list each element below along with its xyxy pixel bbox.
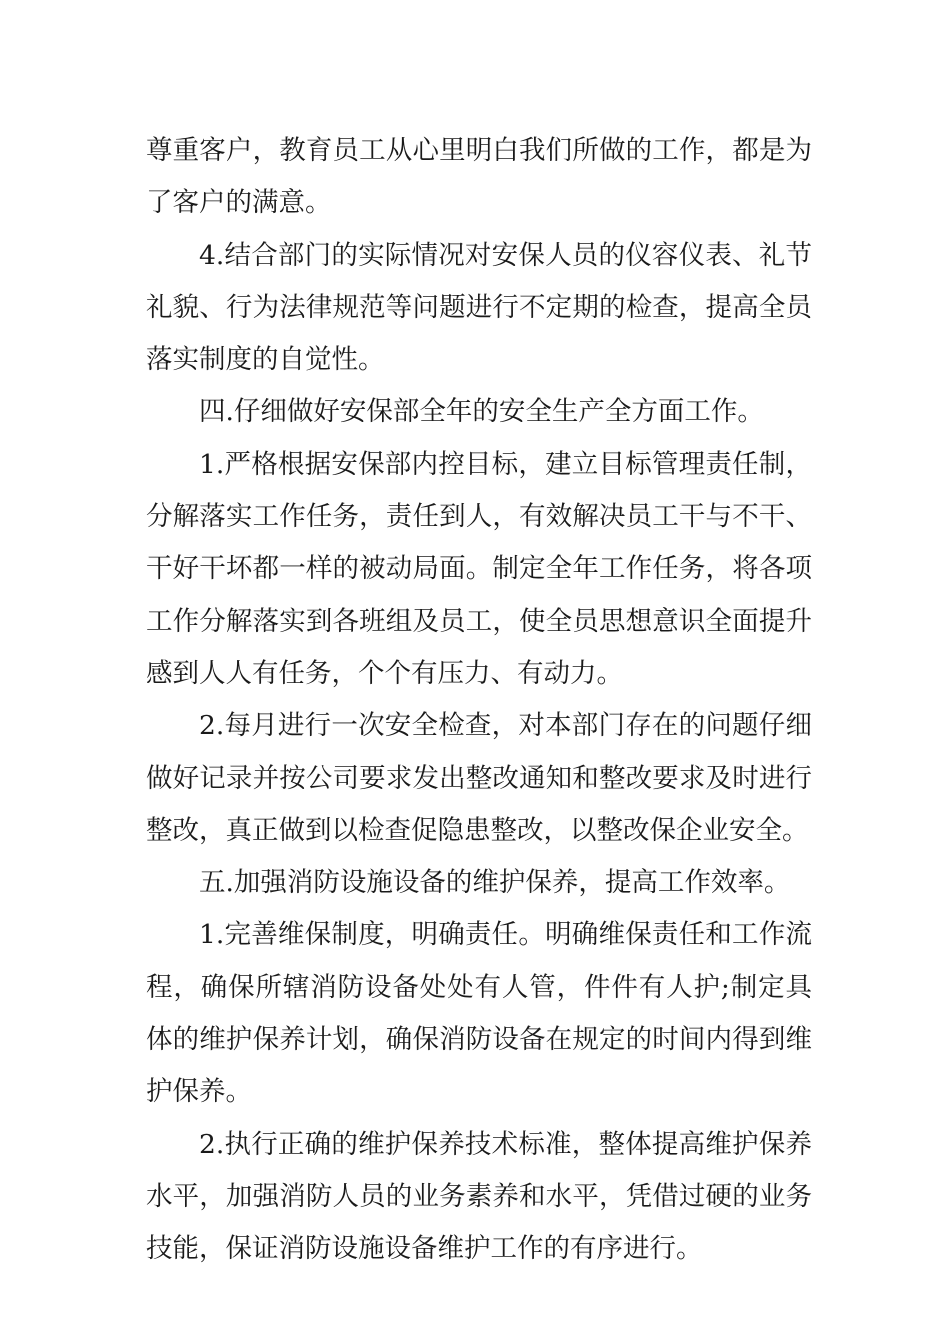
- paragraph-item-1: 1.完善维保制度，明确责任。明确维保责任和工作流程，确保所辖消防设备处处有人管，件件有人护;制定具体的维护保养计划，确保消防设备在规定的时间内得到维护保养。: [146, 919, 812, 1108]
- section-heading-four: 四.仔细做好安保部全年的安全生产全方面工作。: [199, 396, 764, 428]
- document-body: [146, 125, 812, 1276]
- paragraph-item-2: 2.执行正确的维护保养技术标准，整体提高维护保养水平，加强消防人员的业务素养和水平，凭借过硬的业务技能，保证消防设施设备维护工作的有序进行。: [146, 1128, 812, 1265]
- paragraph-item-4: 4.结合部门的实际情况对安保人员的仪容仪表、礼节礼貌、行为法律规范等问题进行不定期的检查，提高全员落实制度的自觉性。: [146, 239, 812, 376]
- paragraph-item-1: 1.严格根据安保部内控目标，建立目标管理责任制，分解落实工作任务，责任到人，有效解决员工干与不干、干好干坏都一样的被动局面。制定全年工作任务，将各项工作分解落实到各班组及员工，使全员思想意识全面提升感到人人有任务，个个有压力、有动力。: [146, 448, 812, 689]
- paragraph-item-2: 2.每月进行一次安全检查，对本部门存在的问题仔细做好记录并按公司要求发出整改通知和整改要求及时进行整改，真正做到以检查促隐患整改，以整改保企业安全。: [146, 710, 812, 846]
- paragraph-continuation: 尊重客户，教育员工从心里明白我们所做的工作，都是为了客户的满意。: [146, 135, 812, 219]
- section-heading-five: 五.加强消防设施设备的维护保养，提高工作效率。: [199, 867, 791, 899]
